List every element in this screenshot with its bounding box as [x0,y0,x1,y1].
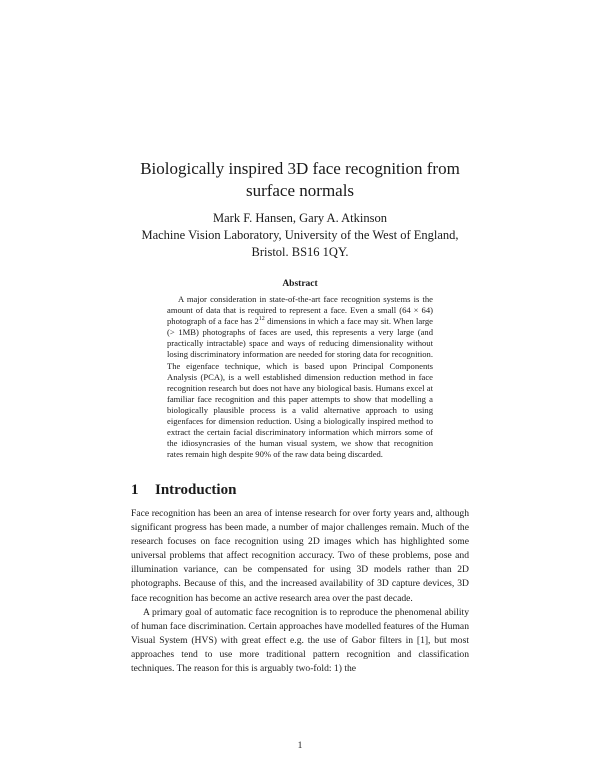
section-number: 1 [131,482,139,498]
abstract-heading: Abstract [282,279,318,289]
title-line-2: surface normals [245,181,355,200]
abstract-paragraph [167,294,433,460]
abstract-text-b: dimensions in which a face may sit. When large (> 1MB) photographs of faces are used, this represents a very large (and practically intractable) space and ways of reducing dimensionality without losing discriminatory information are needed for storing data for recognition. The eigenface technique, which is based upon Principal Components Analysis (PCA), is a well established dimension reduction method in face recognition research but does not have any biological basis. Humans excel at familiar face recognition and this paper attempts to show that modelling a biologically plausible process is a valid alternative approach to using eigenfaces for dimension reduction. Using a biologically inspired method to extract the certain facial discriminatory information which mirrors some of the idiosyncrasies of the human visual system, we show that recognition rates remain high despite 90% of the raw data being discarded. [167,316,433,460]
section-heading [131,482,236,499]
title-line-1: Biologically inspired 3D face recognition from [140,159,460,178]
section-title: Introduction [155,482,237,498]
abstract-body [167,294,433,460]
body-paragraph-2: A primary goal of automatic face recognition is to reproduce the phenomenal ability of human face discrimination. Certain approaches have modelled features of the Human Visual System (HVS) with great effect e.g. the use of Gabor filters in [1], but most approaches tend to use more traditional pattern recognition and classification techniques. The reason for this is arguably two-fold: 1) the [131,606,469,675]
paper-title [0,158,600,202]
author-block [0,210,600,261]
page-number: 1 [297,741,303,751]
abstract-exponent: 12 [258,316,265,323]
author-names: Mark F. Hansen, Gary A. Atkinson [213,211,387,225]
affiliation-line-2: Bristol. BS16 1QY. [251,245,349,259]
abstract-text-a: A major consideration in state-of-the-art face recognition systems is the amount of data that is required to represent a face. Even a small (64 × 64) photograph of a face has 2 [167,294,433,327]
section-body [131,507,469,676]
affiliation-line-1: Machine Vision Laboratory, University of the West of England, [141,228,459,242]
body-paragraph-1: Face recognition has been an area of intense research for over forty years and, although significant progress has been made, a number of major challenges remain. Much of the research focuses on face recognition using 2D images which has highlighted some universal problems that affect recognition accuracy. Two of these problems, pose and illumination variance, can be compensated for using 3D models rather than 2D photographs. Because of this, and the increased availability of 3D capture devices, 3D face recognition has become an active research area over the past decade. [131,508,469,604]
